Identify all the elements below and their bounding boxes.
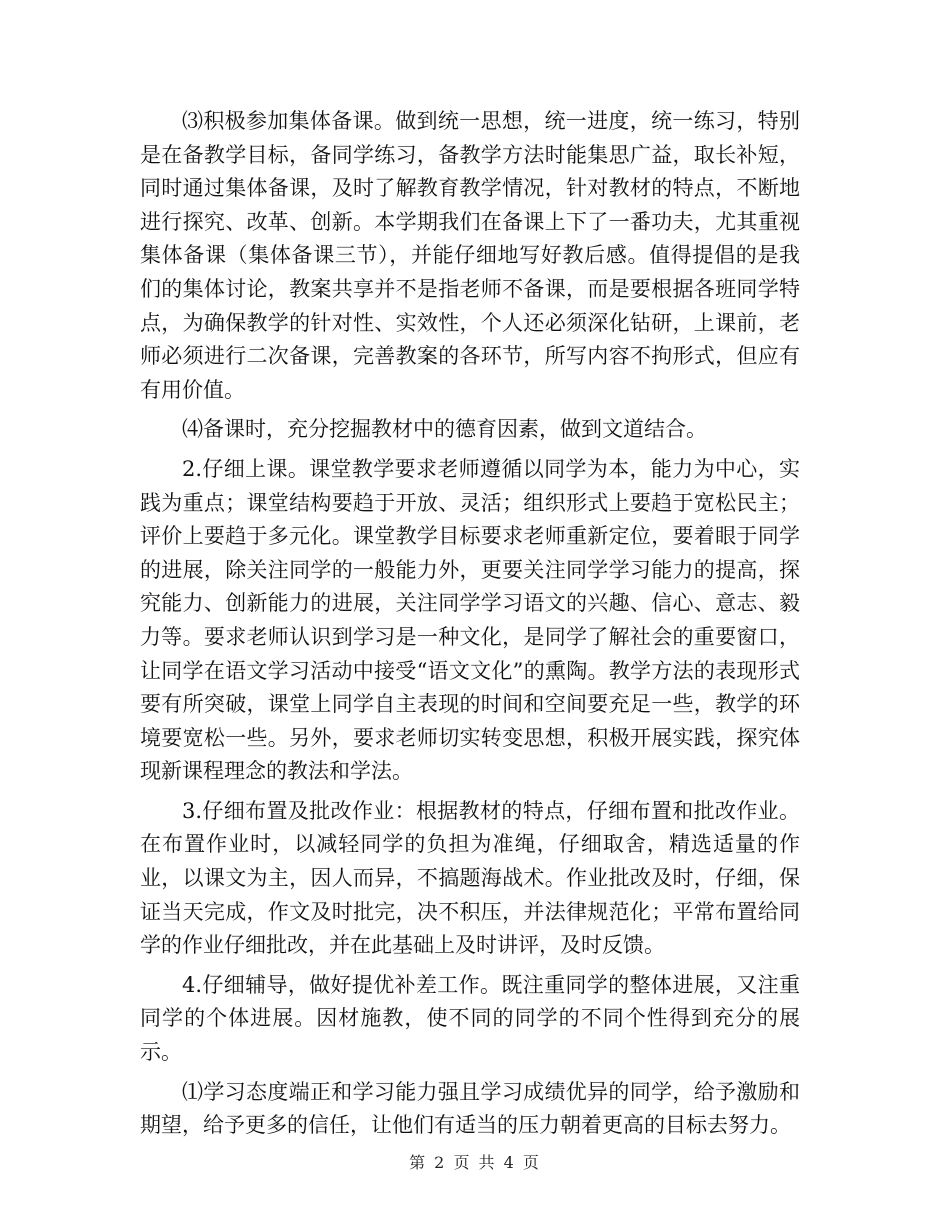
paragraph-excellent-students: ⑴学习态度端正和学习能力强且学习成绩优异的同学，给予激励和期望，给予更多的信任，让他们有适当的压力朝着更高的目标去努力。	[140, 1079, 800, 1138]
paragraph-careful-teaching: 2.仔细上课。课堂教学要求老师遵循以同学为本，能力为中心，实践为重点；课堂结构要趋于开放、灵活；组织形式上要趋于宽松民主；评价上要趋于多元化。课堂教学目标要求老师重新定位，要着眼于同学的进展，除关注同学的一般能力外，更要关注同学学习能力的提高，探究能力、创新能力的进展，关注同学学习语文的兴趣、信心、意志、毅力等。要求老师认识到学习是一种文化，是同学了解社会的重要窗口，让同学在语文学习活动中接受“语文文化”的熏陶。教学方法的表现形式要有所突破，课堂上同学自主表现的时间和空间要充足一些，教学的环境要宽松一些。另外，要求老师切实转变思想，积极开展实践，探究体现新课程理念的教法和学法。	[140, 456, 800, 784]
body-text	[140, 105, 800, 1149]
paragraph-collective-lesson-prep: ⑶积极参加集体备课。做到统一思想，统一进度，统一练习，特别是在备教学目标，备同学练习，备教学方法时能集思广益，取长补短，同时通过集体备课，及时了解教育教学情况，针对教材的特点，不断地进行探究、改革、创新。本学期我们在备课上下了一番功夫，尤其重视集体备课（集体备课三节），并能仔细地写好教后感。值得提倡的是我们的集体讨论，教案共享并不是指老师不备课，而是要根据各班同学特点，为确保教学的针对性、实效性，个人还必须深化钻研，上课前，老师必须进行二次备课，完善教案的各环节，所写内容不拘形式，但应有有用价值。	[140, 109, 800, 402]
paragraph-tutoring: 4.仔细辅导，做好提优补差工作。既注重同学的整体进展，又注重同学的个体进展。因材施教，使不同的同学的不同个性得到充分的展示。	[140, 972, 800, 1065]
paragraph-homework: 3.仔细布置及批改作业：根据教材的特点，仔细布置和批改作业。在布置作业时，以减轻同学的负担为准绳，仔细取舍，精选适量的作业，以课文为主，因人而异，不搞题海战术。作业批改及时，仔细，保证当天完成，作文及时批完，决不积压，并法律规范化；平常布置给同学的作业仔细批改，并在此基础上及时讲评，及时反馈。	[140, 798, 800, 958]
page-number-footer: 第 2 页 共 4 页	[409, 1153, 541, 1172]
paragraph-moral-education: ⑷备课时，充分挖掘教材中的德育因素，做到文道结合。	[182, 417, 707, 442]
